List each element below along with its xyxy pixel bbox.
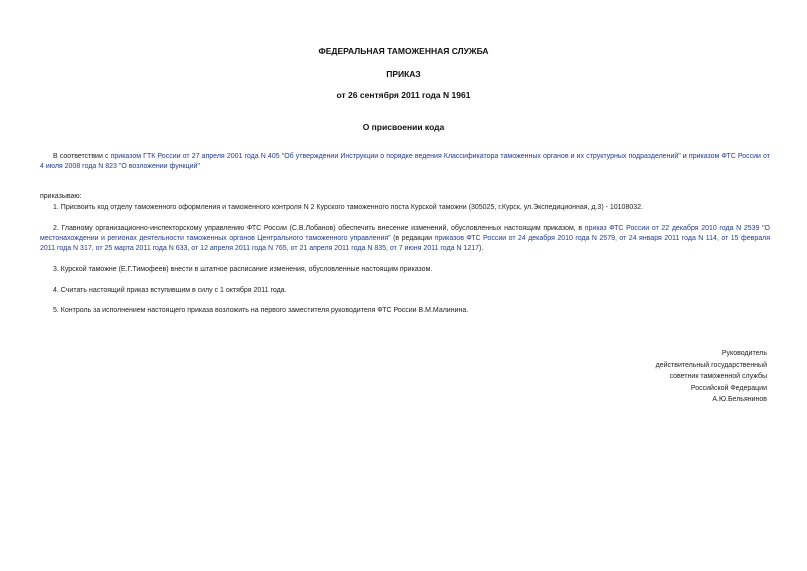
signature-block	[547, 348, 767, 406]
item-2-text-end: ).	[479, 245, 484, 252]
item-2-text-mid: (в редакции	[390, 235, 435, 242]
link-fts-order-2539[interactable]: приказ ФТС России от 22 декабря 2010 года N 2539 "О местонахождении и регионах деятельности таможенных органов Центрального таможенного управления"	[40, 225, 771, 242]
item-3-paragraph: 3. Курской таможне (Е.Г.Тимофеев) внести в штатное расписание изменения, обусловленные настоящим приказом.	[53, 266, 433, 273]
document-date: от 26 сентября 2011 года N 1961	[336, 90, 471, 100]
item-1-paragraph: 1. Присвоить код отделу таможенного оформления и таможенного контроля N 2 Курского таможенного поста Курской таможни (305025, г.Курск, ул.Экспедиционная, д.3) - 10108032.	[53, 204, 643, 211]
document-type: ПРИКАЗ	[386, 69, 421, 79]
item-2-paragraph	[40, 224, 770, 254]
item-2-text-start: 2. Главному организационно-инспекторскому управлению ФТС России (С.В.Лобанов) обеспечить внесение изменений, обусловленных настоящим приказом, в	[53, 225, 585, 232]
link-fts-order-823[interactable]: приказом ФТС России от 4 июля 2008 года N 823 "О возложении функций"	[40, 153, 770, 170]
signature-line-1: Руководитель	[721, 350, 767, 357]
document-subject: О присвоении кода	[362, 122, 445, 132]
signature-line-3: советник таможенной службы	[669, 373, 767, 380]
item-5-paragraph: 5. Контроль за исполнением настоящего приказа возложить на первого заместителя руководителя ФТС России В.М.Малинина.	[53, 307, 469, 314]
preamble-text-start: В соответствии с	[53, 153, 111, 160]
signature-name: А.Ю.Бельянинов	[712, 396, 767, 403]
preamble-text-mid: и	[680, 153, 689, 160]
preamble-paragraph	[40, 152, 770, 172]
order-word: приказываю:	[40, 193, 82, 200]
item-4-paragraph: 4. Считать настоящий приказ вступившим в силу с 1 октября 2011 года.	[53, 287, 287, 294]
agency-title: ФЕДЕРАЛЬНАЯ ТАМОЖЕННАЯ СЛУЖБА	[318, 46, 489, 56]
signature-line-4: Российской Федерации	[690, 384, 767, 392]
signature-line-2: действительный государственный	[655, 361, 767, 369]
link-gtk-order-405[interactable]: приказом ГТК России от 27 апреля 2001 года N 405 "Об утверждении Инструкции о порядке ведения Классификатора таможенных органов и их структурных подразделений"	[110, 153, 681, 160]
link-fts-orders-amendments[interactable]: приказов ФТС России от 24 декабря 2010 года N 2579, от 24 января 2011 года N 114, от 15 февраля 2011 года N 317, от 25 марта 2011 года N 633, от 12 апреля 2011 года N 765, от 21 апреля 2011 года N 835, от 7 июня 2011 года N 1217	[40, 235, 770, 252]
